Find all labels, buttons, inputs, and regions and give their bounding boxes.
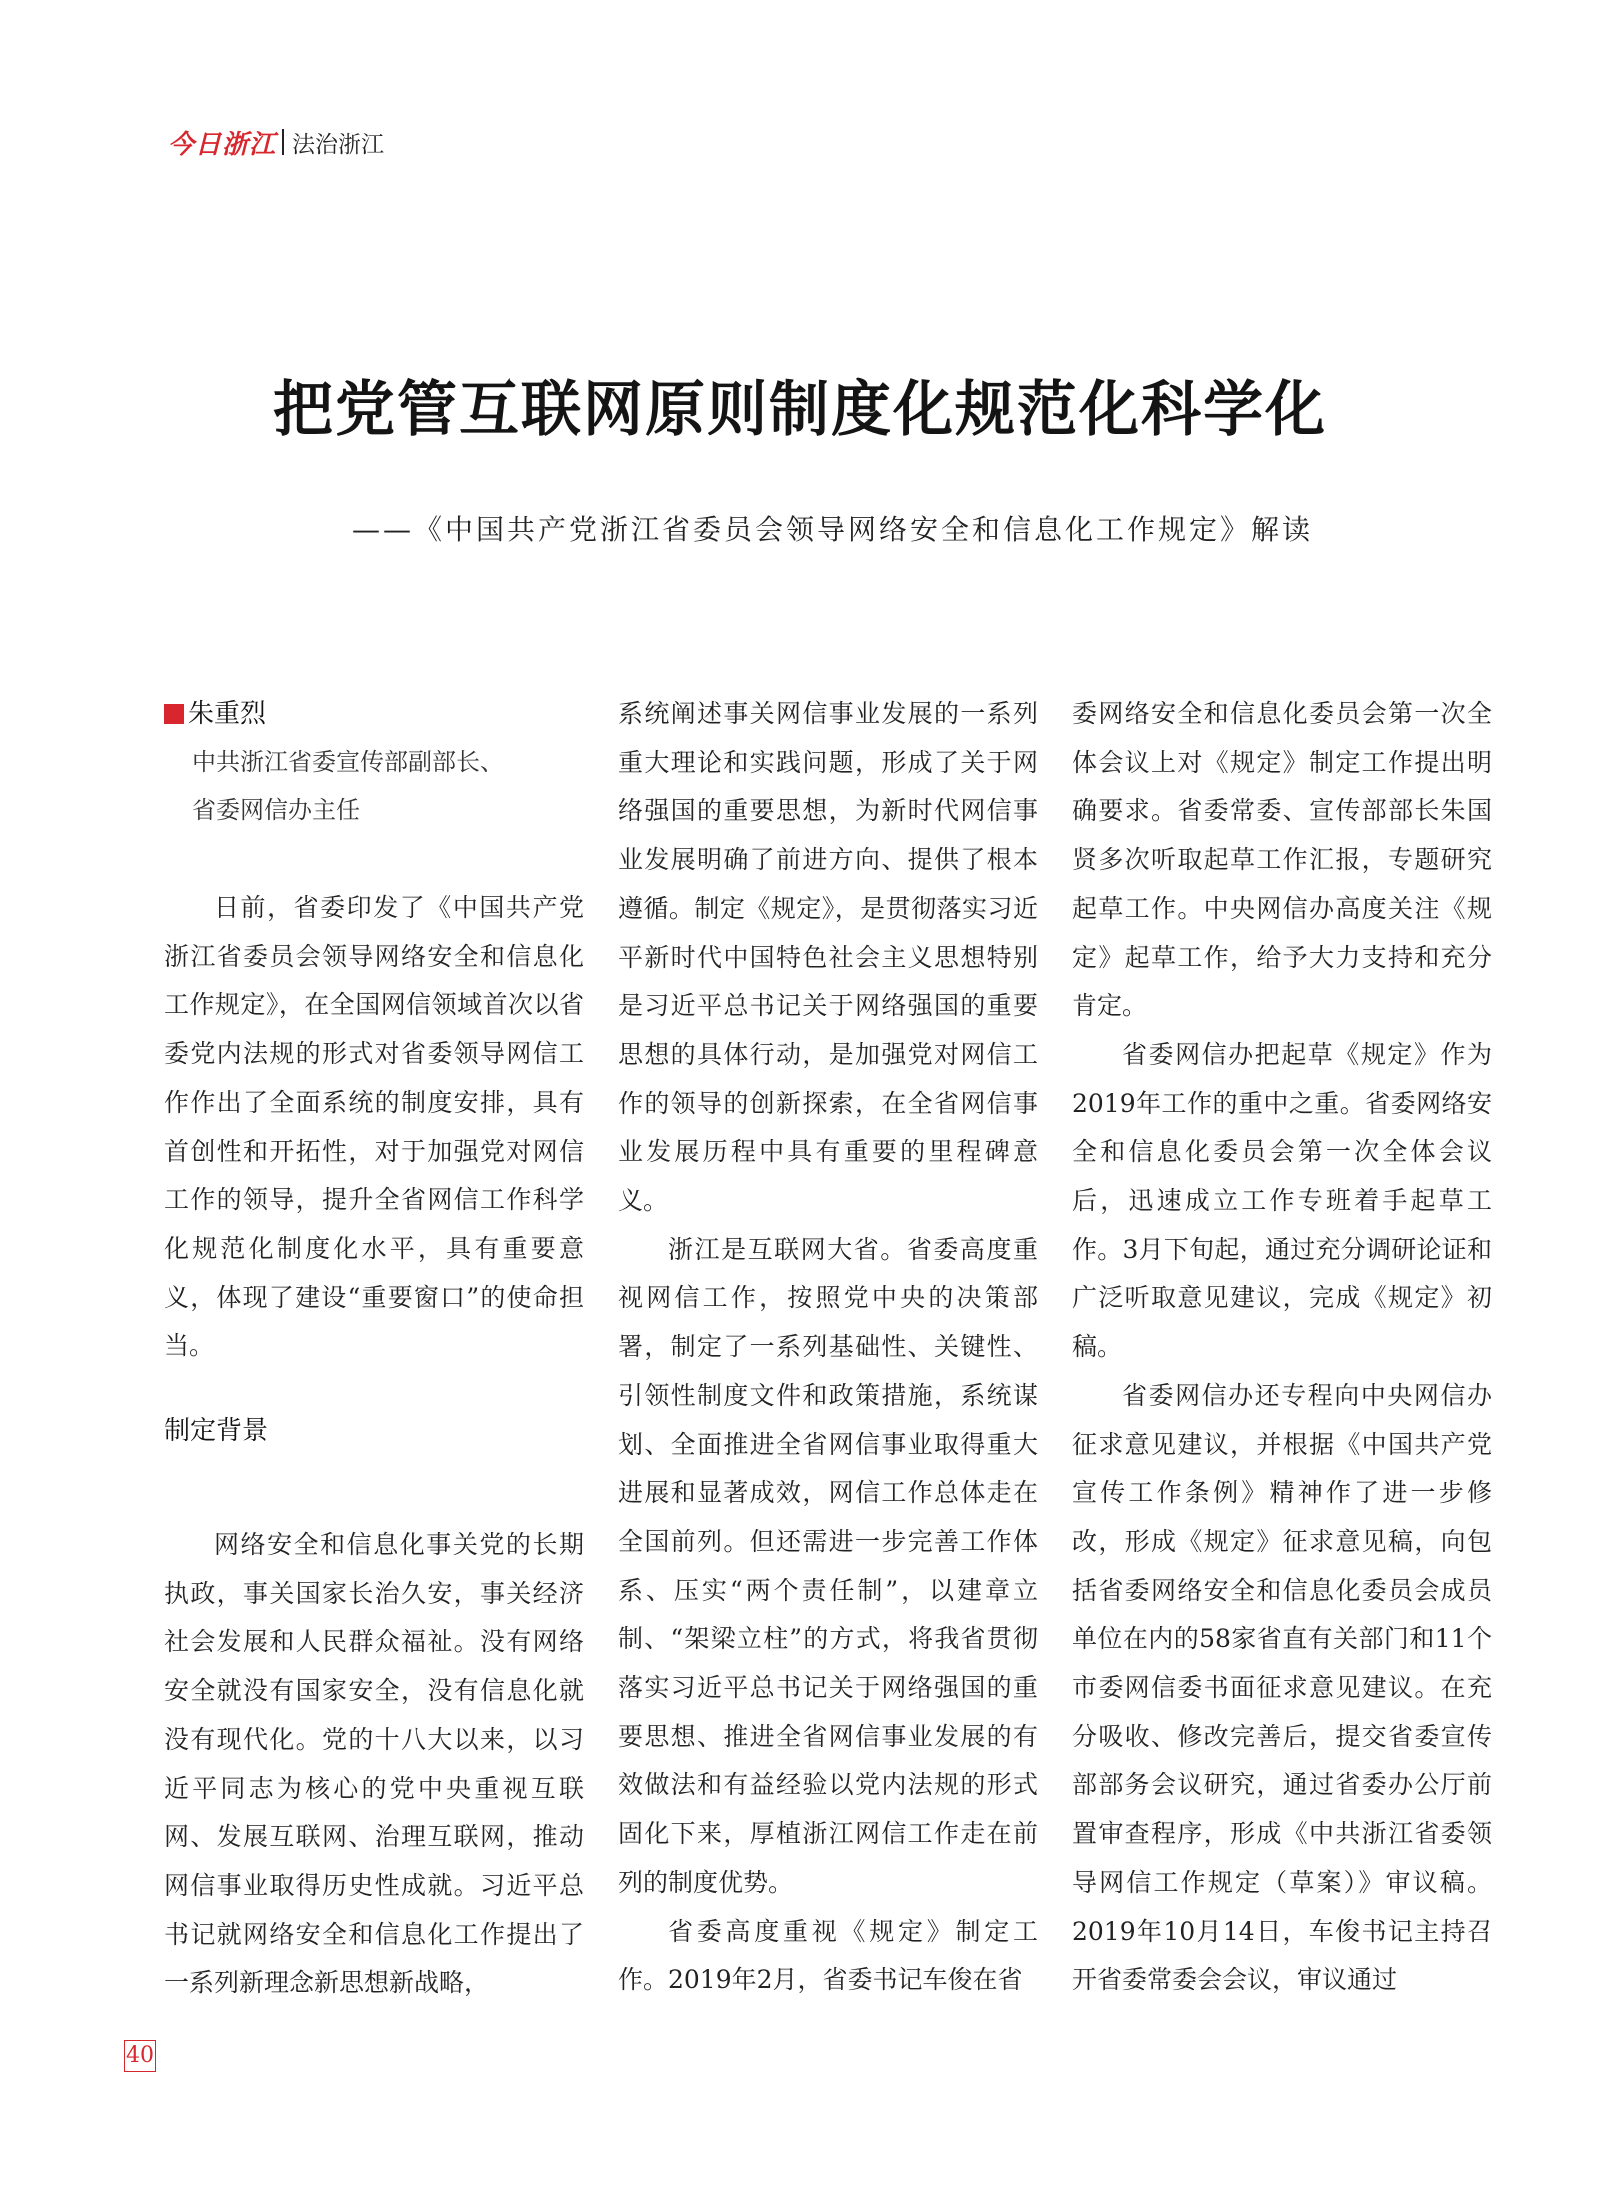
author-byline <box>164 690 584 738</box>
author-role-line-2: 省委网信办主任 <box>192 796 360 824</box>
masthead <box>168 122 384 162</box>
page-number: 40 <box>124 2040 156 2072</box>
header-divider <box>282 129 284 155</box>
author-role-line-1: 中共浙江省委宣传部副部长、 <box>192 748 504 776</box>
paragraph-1-continued: 系统阐述事关网信事业发展的一系列重大理论和实践问题，形成了关于网络强国的重要思想，为新时代网信事业发展明确了前进方向、提供了根本遵循。制定《规定》，是贯彻落实习近平新时代中国特色社会主义思想特别是习近平总书记关于网络强国的重要思想的具体行动，是加强党对网信工作的领导的创新探索，在全省网信事业发展历程中具有重要的里程碑意义。 <box>618 699 1038 1216</box>
paragraph-3-start: 省委高度重视《规定》制定工作。2019年2月，省委书记车俊在省 <box>618 1916 1038 1995</box>
article-title: 把党管互联网原则制度化规范化科学化 <box>273 375 1327 445</box>
paragraph-3-continued: 委网络安全和信息化委员会第一次全体会议上对《规定》制定工作提出明确要求。省委常委、宣传部部长朱国贤多次听取起草工作汇报，专题研究起草工作。中央网信办高度关注《规定》起草工作，给予大力支持和充分肯定。 <box>1072 699 1492 1021</box>
column-2 <box>618 690 1038 2005</box>
square-bullet-icon <box>164 704 184 724</box>
article-subtitle: ——《中国共产党浙江省委员会领导网络安全和信息化工作规定》解读 <box>352 513 1314 546</box>
brand-logo: 今日浙江 <box>168 129 277 160</box>
author-name: 朱重烈 <box>188 699 267 729</box>
paragraph-1-start: 网络安全和信息化事关党的长期执政，事关国家长治久安，事关经济社会发展和人民群众福祉。没有网络安全就没有国家安全，没有信息化就没有现代化。党的十八大以来，以习近平同志为核心的党中央重视互联网、发展互联网、治理互联网，推动网信事业取得历史性成就。习近平总书记就网络安全和信息化工作提出了一系列新理念新思想新战略， <box>164 1530 584 1998</box>
column-3 <box>1072 690 1492 2005</box>
section-heading: 制定背景 <box>164 1416 269 1447</box>
column-1 <box>164 690 584 2008</box>
paragraph-4: 省委网信办把起草《规定》作为2019年工作的重中之重。省委网络安全和信息化委员会第一次全体会议后，迅速成立工作专班着手起草工作。3月下旬起，通过充分调研论证和广泛听取意见建议，完成《规定》初稿。 <box>1072 1039 1492 1362</box>
intro-paragraph: 日前，省委印发了《中国共产党浙江省委员会领导网络安全和信息化工作规定》，在全国网信领域首次以省委党内法规的形式对省委领导网信工作作出了全面系统的制度安排，具有首创性和开拓性，对于加强党对网信工作的领导，提升全省网信工作科学化规范化制度化水平，具有重要意义，体现了建设“重要窗口”的使命担当。 <box>164 893 584 1361</box>
paragraph-5: 省委网信办还专程向中央网信办征求意见建议，并根据《中国共产党宣传工作条例》精神作了进一步修改，形成《规定》征求意见稿，向包括省委网络安全和信息化委员会成员单位在内的58家省直有关部门和11个市委网信委书面征求意见建议。在充分吸收、修改完善后，提交省委宣传部部务会议研究，通过省委办公厅前置审查程序，形成《中共浙江省委领导网信工作规定（草案）》审议稿。2019年10月14日，车俊书记主持召开省委常委会会议，审议通过 <box>1072 1380 1492 1995</box>
paragraph-2: 浙江是互联网大省。省委高度重视网信工作，按照党中央的决策部署，制定了一系列基础性、关键性、引领性制度文件和政策措施，系统谋划、全面推进全省网信事业取得重大进展和显著成效，网信工作总体走在全国前列。但还需进一步完善工作体系、压实“两个责任制”，以建章立制、“架梁立柱”的方式，将我省贯彻落实习近平总书记关于网络强国的重要思想、推进全省网信事业发展的有效做法和有益经验以党内法规的形式固化下来，厚植浙江网信工作走在前列的制度优势。 <box>618 1234 1038 1897</box>
section-label: 法治浙江 <box>292 131 385 158</box>
